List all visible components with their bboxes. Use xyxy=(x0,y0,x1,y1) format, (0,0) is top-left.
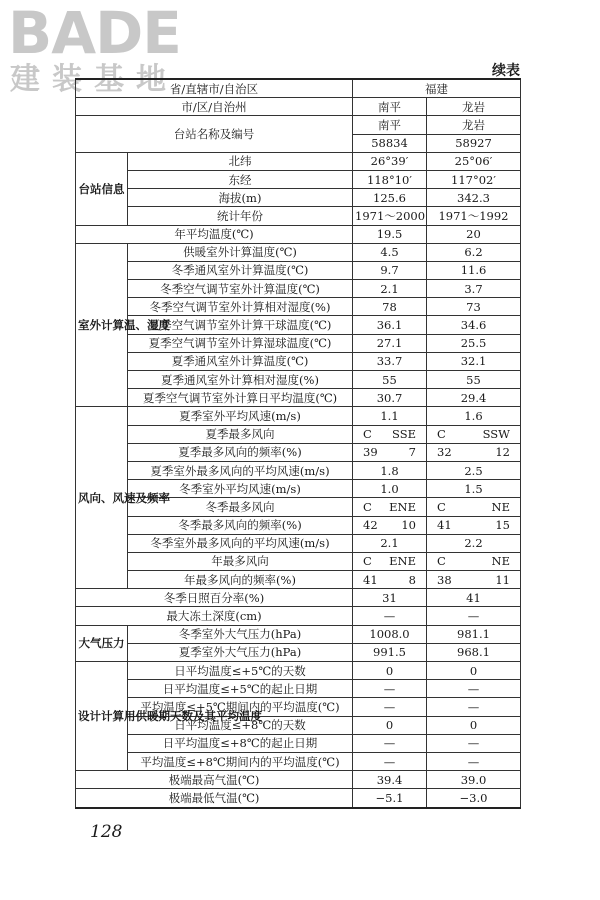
wind-value: 12 xyxy=(495,445,510,460)
logo-text: BADE xyxy=(8,0,181,67)
row-label: 平均温度≤+8℃期间内的平均温度(℃) xyxy=(128,752,353,770)
value-cell-split xyxy=(427,571,521,589)
table-row xyxy=(76,98,521,116)
value-cell: 0 xyxy=(427,662,521,680)
table-row xyxy=(76,607,521,625)
value-cell-split xyxy=(353,552,427,570)
split-values xyxy=(355,445,424,459)
value-cell: 58834 xyxy=(353,134,427,152)
table-row xyxy=(76,516,521,534)
value-cell: −5.1 xyxy=(353,789,427,808)
table-row xyxy=(76,643,521,661)
table-row xyxy=(76,461,521,479)
value-cell: — xyxy=(353,734,427,752)
value-cell: 26°39′ xyxy=(353,152,427,170)
row-label: 省/直辖市/自治区 xyxy=(76,79,353,98)
value-cell: 1.6 xyxy=(427,407,521,425)
value-cell: 39.4 xyxy=(353,771,427,789)
row-label: 夏季空气调节室外计算干球温度(℃) xyxy=(128,316,353,334)
value-cell: 1971～2000 xyxy=(353,207,427,225)
wind-value: ENE xyxy=(389,554,416,569)
table-row xyxy=(76,443,521,461)
table-row xyxy=(76,534,521,552)
row-label: 北纬 xyxy=(128,152,353,170)
table-row xyxy=(76,589,521,607)
wind-code: 39 xyxy=(363,445,378,460)
table-row xyxy=(76,752,521,770)
wind-code: C xyxy=(437,499,446,514)
value-cell: 南平 xyxy=(353,116,427,134)
table-row xyxy=(76,389,521,407)
value-cell: 2.1 xyxy=(353,534,427,552)
split-values xyxy=(429,518,518,532)
value-cell: 968.1 xyxy=(427,643,521,661)
table-row xyxy=(76,625,521,643)
row-label: 夏季空气调节室外计算日平均温度(℃) xyxy=(128,389,353,407)
value-cell: 0 xyxy=(353,716,427,734)
row-label: 东经 xyxy=(128,170,353,188)
table-row xyxy=(76,771,521,789)
row-label: 冬季空气调节室外计算相对湿度(%) xyxy=(128,298,353,316)
row-label: 冬季室外平均风速(m/s) xyxy=(128,480,353,498)
row-label: 冬季通风室外计算温度(℃) xyxy=(128,261,353,279)
row-label: 极端最高气温(℃) xyxy=(76,771,353,789)
value-cell: 39.0 xyxy=(427,771,521,789)
province-value: 福建 xyxy=(353,79,521,98)
wind-code: 32 xyxy=(437,445,452,460)
value-cell: 1.8 xyxy=(353,461,427,479)
value-cell: 0 xyxy=(427,716,521,734)
row-label: 冬季室外最多风向的平均风速(m/s) xyxy=(128,534,353,552)
value-cell: — xyxy=(353,698,427,716)
group-label: 设计计算用供暖期天数及其平均温度 xyxy=(76,662,128,771)
wind-code: 38 xyxy=(437,572,452,587)
row-label: 夏季室外最多风向的平均风速(m/s) xyxy=(128,461,353,479)
value-cell: 25.5 xyxy=(427,334,521,352)
wind-code: 41 xyxy=(437,518,452,533)
row-label: 日平均温度≤+5℃的天数 xyxy=(128,662,353,680)
value-cell: 29.4 xyxy=(427,389,521,407)
value-cell: 342.3 xyxy=(427,189,521,207)
value-cell: 31 xyxy=(353,589,427,607)
value-cell: 2.5 xyxy=(427,461,521,479)
value-cell-split xyxy=(353,516,427,534)
row-label: 夏季空气调节室外计算湿球温度(℃) xyxy=(128,334,353,352)
logo-subtext: 建装基地 xyxy=(10,62,178,97)
wind-code: C xyxy=(363,499,372,514)
table-row xyxy=(76,334,521,352)
value-cell: 3.7 xyxy=(427,280,521,298)
value-cell-split xyxy=(353,571,427,589)
row-label: 市/区/自治州 xyxy=(76,98,353,116)
row-label: 极端最低气温(℃) xyxy=(76,789,353,808)
wind-code: C xyxy=(437,554,446,569)
table-row xyxy=(76,170,521,188)
table-row xyxy=(76,225,521,243)
value-cell: 55 xyxy=(353,371,427,389)
table-row xyxy=(76,189,521,207)
value-cell: 20 xyxy=(427,225,521,243)
value-cell: 6.2 xyxy=(427,243,521,261)
value-cell: 19.5 xyxy=(353,225,427,243)
wind-value: 8 xyxy=(408,572,416,587)
continued-label: 续表 xyxy=(492,63,520,79)
value-cell: 32.1 xyxy=(427,352,521,370)
wind-code: 42 xyxy=(363,518,378,533)
value-cell: — xyxy=(427,607,521,625)
value-cell: 龙岩 xyxy=(427,116,521,134)
table-row xyxy=(76,552,521,570)
row-label: 海拔(m) xyxy=(128,189,353,207)
value-cell-split xyxy=(427,552,521,570)
value-cell: 25°06′ xyxy=(427,152,521,170)
row-label: 冬季最多风向 xyxy=(128,498,353,516)
wind-code: C xyxy=(437,427,446,442)
wind-code: 41 xyxy=(363,572,378,587)
value-cell-split xyxy=(427,443,521,461)
row-label: 日平均温度≤+5℃的起止日期 xyxy=(128,680,353,698)
row-label: 冬季日照百分率(%) xyxy=(76,589,353,607)
value-cell: 2.1 xyxy=(353,280,427,298)
split-values xyxy=(355,573,424,587)
value-cell: 27.1 xyxy=(353,334,427,352)
row-label: 冬季最多风向的频率(%) xyxy=(128,516,353,534)
value-cell: 1.1 xyxy=(353,407,427,425)
climate-table xyxy=(75,78,521,809)
row-label: 日平均温度≤+8℃的起止日期 xyxy=(128,734,353,752)
row-label: 夏季通风室外计算相对湿度(%) xyxy=(128,371,353,389)
split-values xyxy=(429,427,518,441)
value-cell: 1.5 xyxy=(427,480,521,498)
value-cell: 11.6 xyxy=(427,261,521,279)
value-cell: 991.5 xyxy=(353,643,427,661)
value-cell: 117°02′ xyxy=(427,170,521,188)
row-label: 年最多风向的频率(%) xyxy=(128,571,353,589)
row-label: 夏季通风室外计算温度(℃) xyxy=(128,352,353,370)
value-cell: −3.0 xyxy=(427,789,521,808)
value-cell: — xyxy=(353,752,427,770)
value-cell-split xyxy=(353,443,427,461)
value-cell: — xyxy=(353,680,427,698)
split-values xyxy=(355,500,424,514)
value-cell: 33.7 xyxy=(353,352,427,370)
table-row xyxy=(76,152,521,170)
split-values xyxy=(355,554,424,568)
table-row xyxy=(76,79,521,98)
value-cell: 55 xyxy=(427,371,521,389)
value-cell: 125.6 xyxy=(353,189,427,207)
table-row xyxy=(76,680,521,698)
table-row xyxy=(76,352,521,370)
row-label: 年最多风向 xyxy=(128,552,353,570)
wind-code: C xyxy=(363,427,372,442)
group-label: 大气压力 xyxy=(76,625,128,661)
value-cell: 981.1 xyxy=(427,625,521,643)
table-row xyxy=(76,243,521,261)
value-cell: 1008.0 xyxy=(353,625,427,643)
row-label: 夏季室外平均风速(m/s) xyxy=(128,407,353,425)
wind-value: NE xyxy=(491,554,510,569)
value-cell-split xyxy=(353,498,427,516)
value-cell: 4.5 xyxy=(353,243,427,261)
value-cell: 78 xyxy=(353,298,427,316)
group-label: 室外计算温、湿度 xyxy=(76,243,128,407)
value-cell: 1971～1992 xyxy=(427,207,521,225)
value-cell: — xyxy=(427,680,521,698)
table-row xyxy=(76,734,521,752)
table-row xyxy=(76,425,521,443)
table-row xyxy=(76,280,521,298)
value-cell: — xyxy=(427,752,521,770)
wind-value: 11 xyxy=(495,572,510,587)
value-cell-split xyxy=(427,498,521,516)
table-row xyxy=(76,261,521,279)
split-values xyxy=(355,427,424,441)
value-cell-split xyxy=(427,425,521,443)
value-cell-split xyxy=(427,516,521,534)
value-cell: 1.0 xyxy=(353,480,427,498)
row-label: 最大冻土深度(cm) xyxy=(76,607,353,625)
value-cell: 龙岩 xyxy=(427,98,521,116)
table-row xyxy=(76,207,521,225)
row-label: 夏季最多风向 xyxy=(128,425,353,443)
value-cell: — xyxy=(353,607,427,625)
split-values xyxy=(429,573,518,587)
row-label: 供暖室外计算温度(℃) xyxy=(128,243,353,261)
wind-value: NE xyxy=(491,499,510,514)
row-label: 冬季空气调节室外计算温度(℃) xyxy=(128,280,353,298)
page-number: 128 xyxy=(90,822,123,842)
row-label: 台站名称及编号 xyxy=(76,116,353,152)
table-row xyxy=(76,789,521,808)
value-cell: 41 xyxy=(427,589,521,607)
value-cell: 9.7 xyxy=(353,261,427,279)
row-label: 平均温度≤+5℃期间内的平均温度(℃) xyxy=(128,698,353,716)
value-cell: 0 xyxy=(353,662,427,680)
value-cell: 2.2 xyxy=(427,534,521,552)
value-cell-split xyxy=(353,425,427,443)
wind-value: 15 xyxy=(495,518,510,533)
value-cell: 73 xyxy=(427,298,521,316)
table-row xyxy=(76,298,521,316)
table-row xyxy=(76,407,521,425)
table-row xyxy=(76,698,521,716)
table-row xyxy=(76,662,521,680)
value-cell: 36.1 xyxy=(353,316,427,334)
wind-code: C xyxy=(363,554,372,569)
table-row xyxy=(76,371,521,389)
row-label: 夏季最多风向的频率(%) xyxy=(128,443,353,461)
row-label: 年平均温度(℃) xyxy=(76,225,353,243)
group-label: 台站信息 xyxy=(76,152,128,225)
row-label: 冬季室外大气压力(hPa) xyxy=(128,625,353,643)
value-cell: 34.6 xyxy=(427,316,521,334)
value-cell: 58927 xyxy=(427,134,521,152)
value-cell: — xyxy=(427,698,521,716)
wind-value: 7 xyxy=(408,445,416,460)
value-cell: — xyxy=(427,734,521,752)
wind-value: SSE xyxy=(392,427,416,442)
row-label: 日平均温度≤+8℃的天数 xyxy=(128,716,353,734)
split-values xyxy=(429,500,518,514)
row-label: 夏季室外大气压力(hPa) xyxy=(128,643,353,661)
value-cell: 30.7 xyxy=(353,389,427,407)
wind-value: SSW xyxy=(482,427,510,442)
split-values xyxy=(355,518,424,532)
split-values xyxy=(429,445,518,459)
split-values xyxy=(429,554,518,568)
row-label: 统计年份 xyxy=(128,207,353,225)
group-label: 风向、风速及频率 xyxy=(76,407,128,589)
value-cell: 南平 xyxy=(353,98,427,116)
table-row xyxy=(76,571,521,589)
table-row xyxy=(76,116,521,134)
wind-value: ENE xyxy=(389,499,416,514)
wind-value: 10 xyxy=(401,518,416,533)
value-cell: 118°10′ xyxy=(353,170,427,188)
